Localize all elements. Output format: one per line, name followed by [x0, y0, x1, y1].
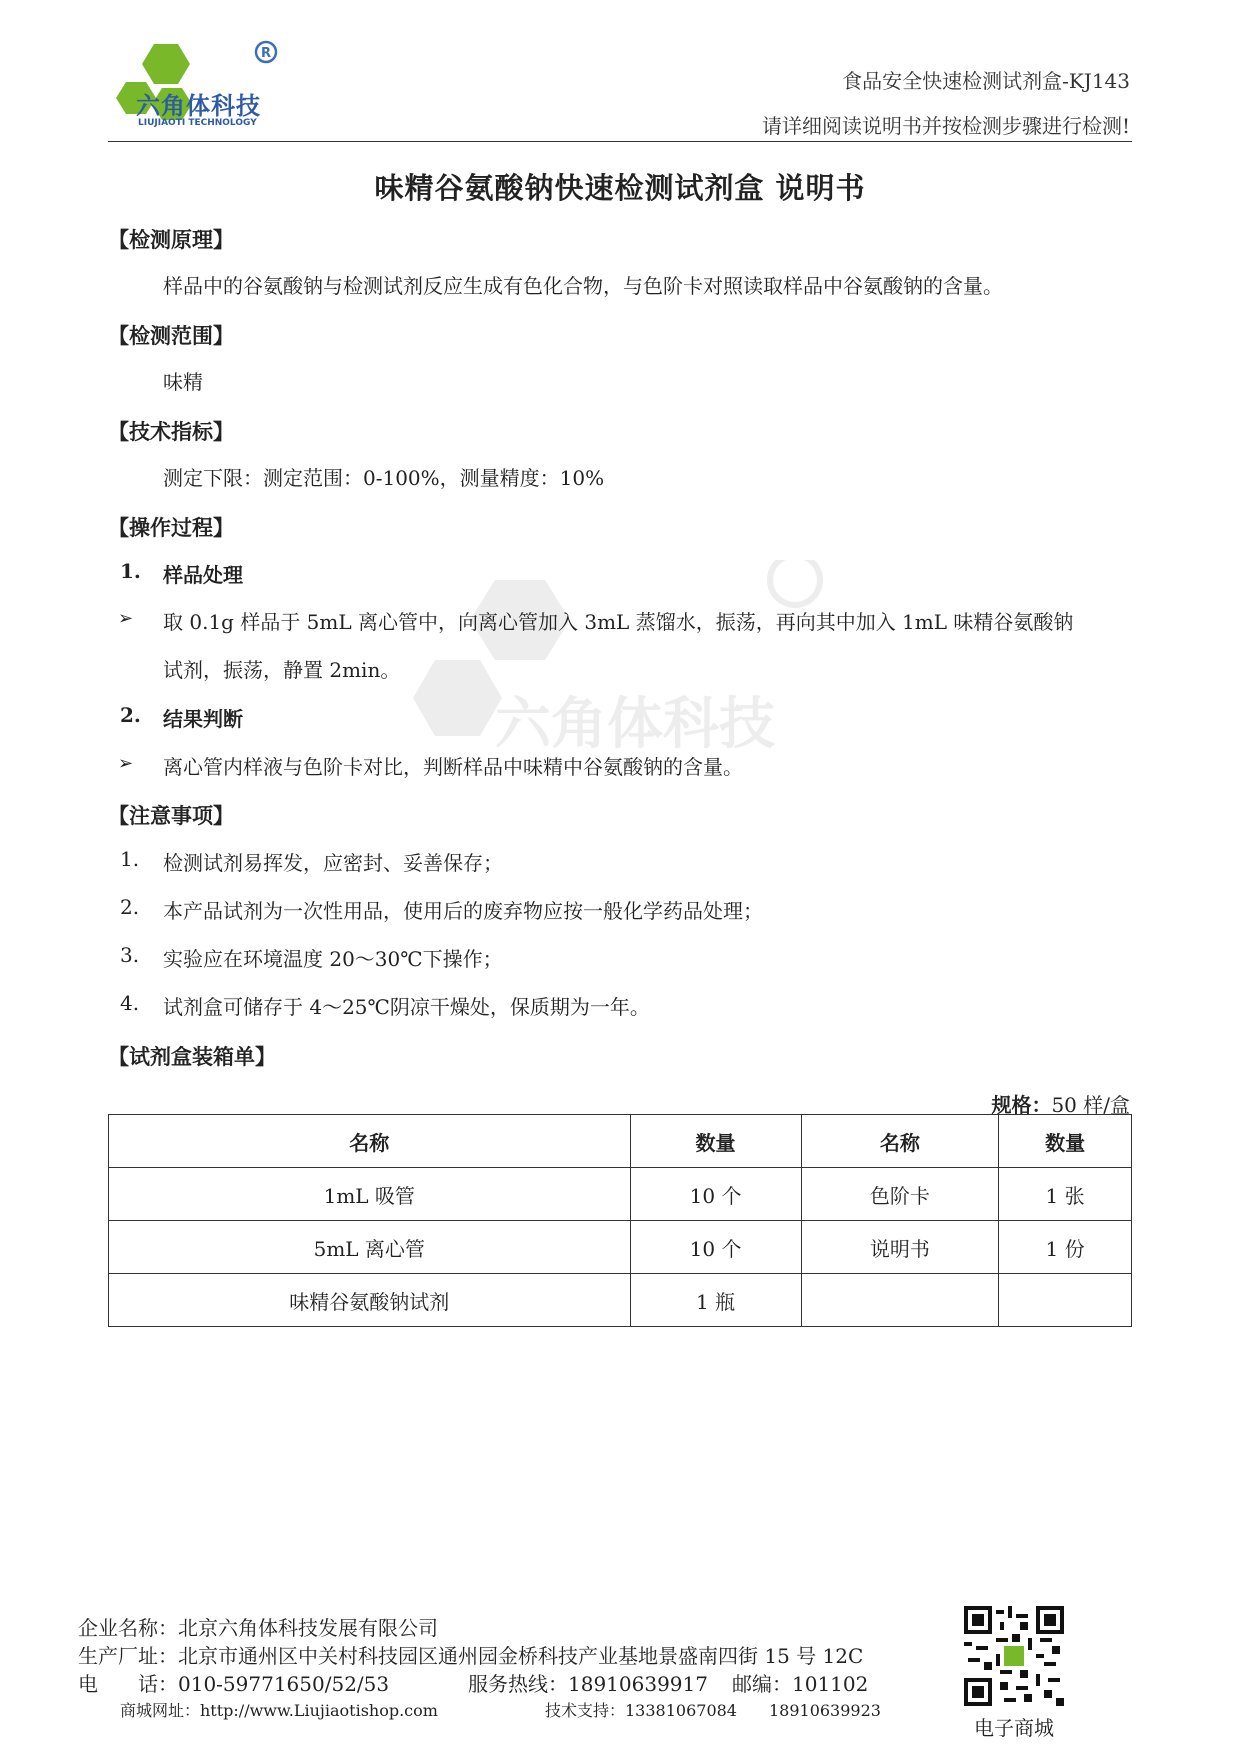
arrow-bullet-icon: ➢ [118, 608, 134, 629]
qr-label: 电子商城 [974, 1716, 1054, 1740]
section-packing-heading: 【试剂盒装箱单】 [108, 1045, 276, 1069]
document-title: 味精谷氨酸钠快速检测试剂盒 说明书 [374, 171, 866, 205]
packing-table [108, 1114, 1132, 1327]
step2-title: 结果判断 [163, 707, 243, 731]
principle-text: 样品中的谷氨酸钠与检测试剂反应生成有色化合物，与色阶卡对照读取样品中谷氨酸钠的含量。 [163, 274, 1003, 298]
table-cell: 味精谷氨酸钠试剂 [109, 1274, 631, 1327]
watermark-text: 六角体科技 [495, 692, 775, 757]
footer-phone: 电 话：010-59771650/52/53 [78, 1672, 390, 1696]
step2-number: 2. [120, 703, 141, 727]
table-row [109, 1221, 1132, 1274]
packing-spec-label: 规格： [991, 1093, 1052, 1117]
note-text: 实验应在环境温度 20～30℃下操作； [163, 947, 503, 971]
table-row [109, 1274, 1132, 1327]
table-cell: 说明书 [801, 1221, 999, 1274]
company-logo [96, 38, 296, 138]
table-cell: 1mL 吸管 [109, 1168, 631, 1221]
table-header-row [109, 1115, 1132, 1168]
table-header-cell: 数量 [999, 1115, 1132, 1168]
table-cell [801, 1274, 999, 1327]
note-number: 3. [120, 943, 140, 967]
table-header-cell: 数量 [630, 1115, 801, 1168]
note-number: 4. [120, 991, 140, 1015]
product-line: 食品安全快速检测试剂盒-KJ143 [842, 69, 1130, 93]
note-text: 检测试剂易挥发，应密封、妥善保存； [163, 851, 503, 875]
table-cell [999, 1274, 1132, 1327]
table-cell: 10 个 [630, 1221, 801, 1274]
footer-address: 生产厂址：北京市通州区中关村科技园区通州园金桥科技产业基地景盛南四街 15 号 12C [78, 1644, 864, 1668]
note-number: 1. [120, 847, 140, 871]
table-cell: 5mL 离心管 [109, 1221, 631, 1274]
note-text: 本产品试剂为一次性用品，使用后的废弃物应按一般化学药品处理； [163, 899, 763, 923]
notice-text: 请详细阅读说明书并按检测步骤进行检测! [761, 114, 1130, 138]
scope-text: 味精 [163, 370, 203, 394]
table-cell: 1 瓶 [630, 1274, 801, 1327]
section-procedure-heading: 【操作过程】 [108, 516, 234, 540]
footer-support: 技术支持：13381067084 18910639923 [545, 1701, 881, 1720]
table-cell: 10 个 [630, 1168, 801, 1221]
logo-brand-en: LIUJIAOTI TECHNOLOGY [138, 118, 257, 128]
footer-website[interactable]: 商城网址：http://www.Liujiaotishop.com [120, 1701, 438, 1720]
table-header-cell: 名称 [801, 1115, 999, 1168]
table-cell: 色阶卡 [801, 1168, 999, 1221]
section-notes-heading: 【注意事项】 [108, 804, 234, 828]
step1-line1: 取 0.1g 样品于 5mL 离心管中，向离心管加入 3mL 蒸馏水，振荡，再向其中加入 1mL 味精谷氨酸钠 [163, 610, 1074, 634]
step2-text: 离心管内样液与色阶卡对比，判断样品中味精中谷氨酸钠的含量。 [163, 755, 743, 779]
table-cell: 1 份 [999, 1221, 1132, 1274]
footer-postcode: 邮编：101102 [732, 1672, 869, 1696]
section-scope-heading: 【检测范围】 [108, 324, 234, 348]
footer-hotline: 服务热线：18910639917 [468, 1672, 708, 1696]
step1-number: 1. [120, 559, 141, 583]
note-text: 试剂盒可储存于 4～25℃阴凉干燥处，保质期为一年。 [163, 995, 650, 1019]
footer-company: 企业名称：北京六角体科技发展有限公司 [78, 1616, 438, 1640]
spec-text: 测定下限：测定范围：0-100%，测量精度：10% [163, 466, 605, 490]
section-principle-heading: 【检测原理】 [108, 228, 234, 252]
step1-line2: 试剂，振荡，静置 2min。 [163, 658, 401, 682]
table-row [109, 1168, 1132, 1221]
step1-title: 样品处理 [163, 563, 243, 587]
table-header-cell: 名称 [109, 1115, 631, 1168]
packing-spec-value: 50 样/盒 [1051, 1093, 1130, 1117]
table-cell: 1 张 [999, 1168, 1132, 1221]
qr-code-icon[interactable] [964, 1606, 1064, 1706]
arrow-bullet-icon: ➢ [118, 753, 134, 774]
section-spec-heading: 【技术指标】 [108, 420, 234, 444]
note-number: 2. [120, 895, 140, 919]
header-divider [108, 141, 1132, 142]
svg-text:R: R [261, 46, 272, 61]
logo-brand-cn: 六角体科技 [136, 92, 261, 120]
